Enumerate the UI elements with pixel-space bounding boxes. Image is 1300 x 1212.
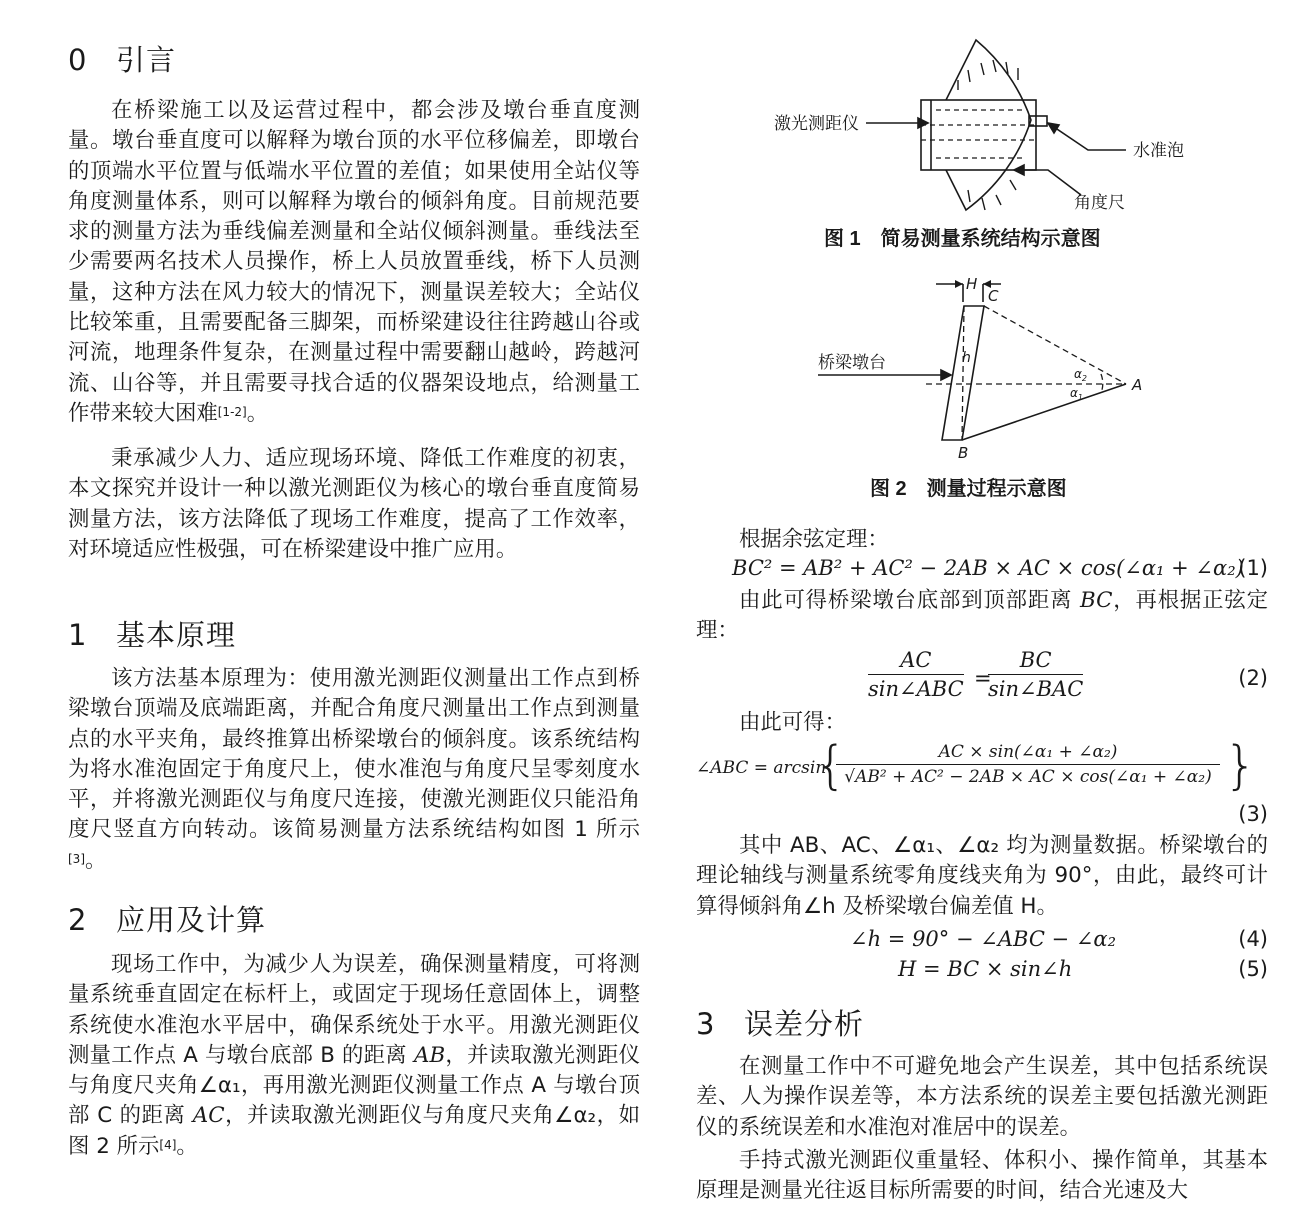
label-H: H: [966, 275, 978, 293]
cosine-intro: 根据余弦定理：: [739, 527, 889, 552]
section-title: 引言: [116, 43, 177, 77]
paragraph-end: 。: [246, 400, 269, 426]
arrow-pier: [941, 370, 951, 380]
label-pier: 桥梁墩台: [818, 353, 886, 373]
pier-axis: [962, 306, 964, 440]
section-number: 3: [696, 1007, 716, 1041]
figure-1-diagram: [696, 30, 1268, 230]
principle-paragraph: [68, 664, 640, 876]
variable-ab: AB: [414, 1042, 446, 1068]
section-title: 应用及计算: [116, 903, 267, 937]
intro-paragraph-2: 秉承减少人力、适应现场环境、降低工作难度的初衷，本文探究并设计一种以激光测距仪为核心的墩台垂直度简易测量方法，该方法降低了现场工作难度，提高了工作效率，对环境适应性极强，可在桥梁建设中推广应用。: [68, 446, 640, 562]
section-heading-3: [696, 1002, 864, 1043]
paragraph-end: 。: [176, 1133, 198, 1159]
figure-2-diagram: [696, 262, 1268, 462]
citation: [1-2]: [217, 404, 247, 419]
equation-2-number: (2): [1238, 666, 1268, 690]
equation-2-fraction-right: BC sin∠BAC: [988, 648, 1084, 701]
label-h: h: [962, 350, 971, 366]
label-rangefinder: 激光测距仪: [774, 114, 859, 134]
figure-1-caption: 图 1 简易测量系统结构示意图: [824, 228, 1101, 250]
paragraph-text: 在桥梁施工以及运营过程中，都会涉及墩台垂直度测量。墩台垂直度可以解释为墩台顶的水平位移偏差，即墩台的顶端水平位置与低端水平位置的差值；如果使用全站仪等角度测量体系，则可以解释为墩台的倾斜角度。目前规范要求的测量方法为垂线偏差测量和全站仪倾斜测量。垂线法至少需要两名技术人员操作，桥上人员放置垂线，桥下人员测量，这种方法在风力较大的情况下，测量误差较大；全站仪比较笨重，且需要配备三脚架，而桥梁建设往往跨越山谷或河流，地理条件复杂，在测量过程中需要翻山越岭，跨越河流、山谷等，并且需要寻找合适的仪器架设地点，给测量工作带来较大困难: [68, 98, 640, 426]
arrow-bubble: [1048, 123, 1059, 133]
label-B: B: [958, 444, 969, 462]
label-alpha1: $\alpha_1$: [1070, 386, 1084, 402]
section-heading-1: [68, 613, 236, 654]
section-number: 0: [68, 43, 88, 77]
line-AC: [984, 306, 1126, 384]
citation: [3]: [68, 851, 85, 866]
label-C: C: [988, 287, 999, 305]
paragraph-text: ，再根据正弦定理：: [696, 588, 1268, 644]
error-paragraph-1: 在测量工作中不可避免地会产生误差，其中包括系统误差、人为操作误差等，本方法系统的误差主要包括激光测距仪的系统误差和水准泡对准居中的误差。: [696, 1054, 1268, 1140]
label-A: A: [1132, 376, 1143, 394]
error-paragraph-2: 手持式激光测距仪重量轻、体积小、操作简单，其基本原理是测量光往返目标所需要的时间，结合光速及大: [696, 1148, 1268, 1204]
variable-ac: AC: [192, 1103, 225, 1129]
equation-2-equals: =: [974, 666, 992, 690]
equation-5: H = BC × sin∠h: [898, 957, 1073, 981]
section-heading-0: [68, 38, 176, 79]
line-AB: [962, 384, 1126, 440]
dashed-lines: [926, 306, 1126, 440]
paragraph-text: ，并读取激光测距仪与角度尺夹角∠α₂，如图 2 所示: [68, 1103, 640, 1159]
arrow-rangefinder: [918, 118, 928, 128]
paragraph-text: 现场工作中，为减少人为误差，确保测量精度，可将测量系统垂直固定在标杆上，或固定于现场任意固体上，调整系统使水准泡水平居中，确保系统处于水平。用激光测距仪测量工作点 A 与墩台底部 B 的距离: [68, 952, 640, 1068]
paragraph-text: ，并读取激光测距仪与角度尺夹角∠α₁，再用激光测距仪测量工作点 A 与墩台顶部 C 的距离: [68, 1042, 640, 1129]
label-alpha2: $\alpha_2$: [1074, 367, 1088, 383]
arrow-ruler: [1014, 165, 1024, 175]
equation-2-fraction-left: AC sin∠ABC: [868, 648, 964, 701]
equation-1: BC² = AB² + AC² − 2AB × AC × cos(∠α₁ + ∠α₂): [732, 556, 1244, 580]
section-number: 2: [68, 903, 88, 937]
section-heading-2: [68, 898, 266, 939]
citation: [4]: [159, 1137, 177, 1152]
equation-3-brace-right: }: [1224, 736, 1258, 796]
variable-bc: BC: [1079, 588, 1113, 613]
equation-5-number: (5): [1238, 957, 1268, 981]
equation-1-number: (1): [1238, 556, 1268, 580]
paragraph-text: 该方法基本原理为：使用激光测距仪测量出工作点到桥梁墩台顶端及底端距离，并配合角度尺测量出工作点到测量点的水平夹角，最终推算出桥梁墩台的倾斜度。该系统结构为将水准泡固定于角度尺上，使水准泡与角度尺呈零刻度水平，并将激光测距仪与角度尺连接，使激光测距仪只能沿角度尺竖直方向转动。该简易测量方法系统结构如图 1 所示: [68, 666, 640, 843]
where-paragraph: 其中 AB、AC、∠α₁、∠α₂ 均为测量数据。桥梁墩台的理论轴线与测量系统零角度线夹角为 90°，由此，最终可计算得倾斜角∠h 及桥梁墩台偏差值 H。: [696, 833, 1268, 919]
section-number: 1: [68, 618, 88, 652]
thus-label: 由此可得：: [739, 710, 846, 735]
section-title: 误差分析: [744, 1007, 865, 1041]
paragraph-text: 由此可得桥梁墩台底部到顶部距离: [739, 588, 1080, 613]
equation-3-fraction: $\frac{\text{AC × sin(∠α₁ + ∠α₂)}}{\text{√AB² + AC² − 2AB × AC × cos(∠α₁ + ∠α₂)}}$: [836, 742, 1220, 787]
equation-4: ∠h = 90° − ∠ABC − ∠α₂: [850, 927, 1117, 951]
figure-2-caption: 图 2 测量过程示意图: [870, 478, 1067, 500]
equation-3-brace-left: {: [814, 736, 848, 796]
equation-4-number: (4): [1238, 927, 1268, 951]
equation-3-number: (3): [1238, 802, 1268, 826]
sine-intro: [696, 586, 1268, 647]
ruler-ticks: [958, 60, 1018, 210]
section-title: 基本原理: [116, 618, 237, 652]
leader-bubble: [1048, 123, 1126, 150]
intro-paragraph-1: [68, 96, 640, 429]
label-ruler: 角度尺: [1074, 193, 1125, 213]
label-bubble: 水准泡: [1133, 141, 1184, 161]
application-paragraph: [68, 950, 640, 1162]
equation-3-lhs: ∠ABC = arcsin: [696, 758, 827, 778]
paragraph-end: 。: [85, 847, 107, 873]
